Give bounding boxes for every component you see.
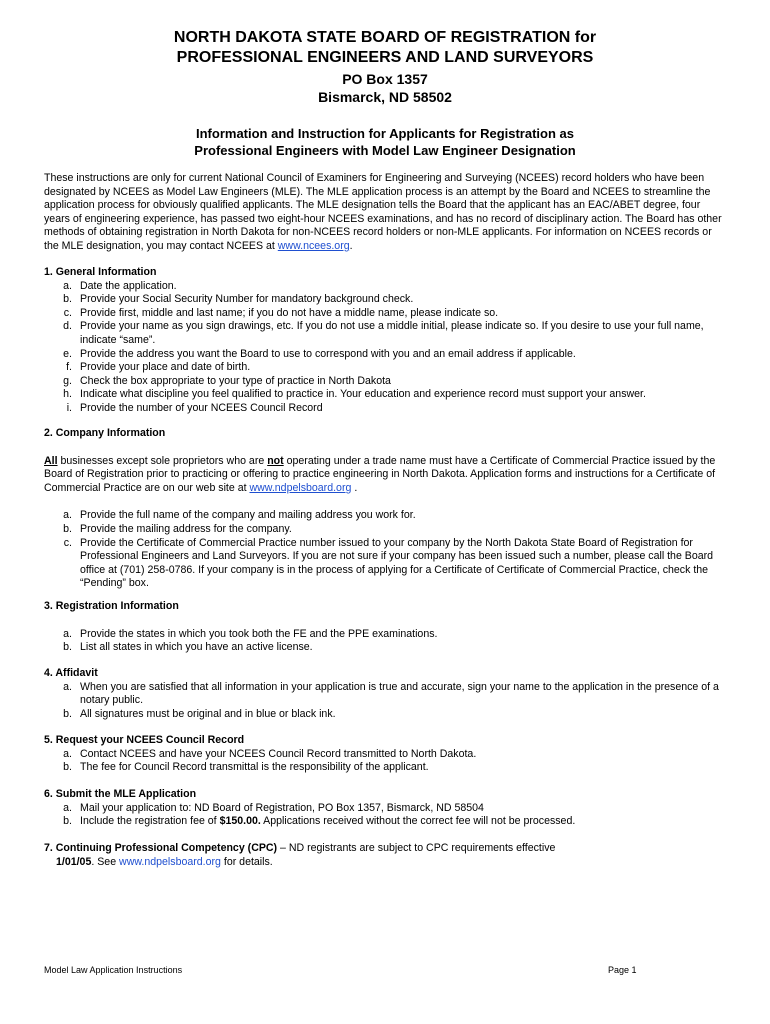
- section-cpc: 7. Continuing Professional Competency (CPC) – ND registrants are subject to CPC requirements effective 1/01/05. See www.ndpelsboard.org for details.: [44, 842, 556, 868]
- ndpelsboard-link-cpc[interactable]: www.ndpelsboard.org: [119, 855, 221, 868]
- section-heading: 2. Company Information: [44, 427, 166, 439]
- section-general-information: [44, 266, 726, 416]
- list-item: a. Mail your application to: ND Board of Registration, PO Box 1357, Bismarck, ND 58504: [63, 801, 484, 814]
- list-item: d. Provide your name as you sign drawings, etc. If you do not use a middle initial, please indicate so. If you desire to use your full name, indicate “same”.: [63, 320, 704, 346]
- section-heading: 3. Registration Information: [44, 600, 179, 612]
- list-item: b. Include the registration fee of $150.00. Applications received without the correct fee will not be processed.: [63, 815, 576, 828]
- list-item: a. Provide the states in which you took both the FE and the PPE examinations.: [63, 627, 438, 640]
- title-line-2: PROFESSIONAL ENGINEERS AND LAND SURVEYORS: [176, 49, 594, 66]
- ndpelsboard-link[interactable]: www.ndpelsboard.org: [249, 481, 352, 494]
- list-item: b. The fee for Council Record transmittal is the responsibility of the applicant.: [63, 761, 429, 774]
- footer-document-name: Model Law Application Instructions: [44, 965, 183, 975]
- document-subtitle: [0, 125, 770, 159]
- list-item: h. Indicate what discipline you feel qualified to practice in. Your education and experience record must support your answer.: [63, 388, 646, 401]
- list-item: c. Provide the Certificate of Commercial Practice number issued to your company by the North Dakota State Board of Registration for Professional Engineers and Land Surveyors. If you are not sure if your company has been issued such a number, please call the Board office at (701) 258-0786. If your company is in the process of applying for a Certificate of Certificate of Commercial Practice, check the “Pending” box.: [63, 536, 714, 590]
- section-heading: 5. Request your NCEES Council Record: [44, 734, 245, 746]
- list-item: b. List all states in which you have an active license.: [63, 641, 313, 654]
- list-item: a. Contact NCEES and have your NCEES Council Record transmitted to North Dakota.: [63, 747, 477, 760]
- ncees-link[interactable]: www.ncees.org: [277, 239, 350, 252]
- section-heading: 6. Submit the MLE Application: [44, 788, 197, 800]
- list-item: g. Check the box appropriate to your type of practice in North Dakota: [63, 374, 391, 387]
- section-heading: 1. General Information: [44, 266, 157, 278]
- list-item: b. Provide your Social Security Number for mandatory background check.: [63, 293, 414, 306]
- title-line-1: NORTH DAKOTA STATE BOARD OF REGISTRATION for: [173, 29, 597, 46]
- list-item: b. Provide the mailing address for the company.: [63, 522, 292, 535]
- intro-paragraph: These instructions are only for current National Council of Examiners for Engineering and Surveying (NCEES) record holders who have been designated by NCEES as Model Law Engineers (MLE). The MLE application process is an attempt by the Board and NCEES to streamline the application process for obviously qualified applicants. The MLE designation tells the Board that the applicant has an EAC/ABET degree, four years of engineering experience, has passed two eight-hour NCEES examinations, and has no record of disciplinary action. The Board has other methods of obtaining registration in North Dakota for non-NCEES record holders or non-MLE applicants. For information on NCEES records or the MLE designation, you may contact NCEES at www.ncees.org.: [44, 172, 722, 252]
- section-submit-application: [44, 788, 726, 829]
- commercial-practice-paragraph: All businesses except sole proprietors who are not operating under a trade name must have a Certificate of Commercial Practice issued by the Board of Registration prior to practicing or offering to practice engineering in North Dakota. Application forms and instructions for a Certificate of Commercial Practice are on our web site at www.ndpelsboard.org .: [44, 454, 716, 494]
- list-item: c. Provide first, middle and last name; if you do not have a middle name, please indicate so.: [63, 306, 499, 319]
- address-city: Bismarck, ND 58502: [318, 89, 452, 105]
- list-item: i. Provide the number of your NCEES Council Record: [66, 401, 323, 414]
- footer-page-number: Page 1: [608, 965, 637, 975]
- registration-fee: $150.00.: [219, 815, 261, 828]
- section-company-information: [44, 427, 726, 591]
- list-item: f. Provide your place and date of birth.: [66, 361, 251, 374]
- section-ncees-council-record: [44, 734, 726, 775]
- section-affidavit: [44, 667, 726, 721]
- list-item: a. Date the application.: [63, 279, 177, 292]
- list-item: b. All signatures must be original and in blue or black ink.: [63, 707, 336, 720]
- section-heading: 7. Continuing Professional Competency (CPC): [44, 842, 278, 854]
- board-address: [0, 70, 770, 106]
- section-registration-information: [44, 600, 726, 655]
- list-item: e. Provide the address you want the Board to use to correspond with you and an email address if applicable.: [63, 347, 576, 360]
- list-item: a. When you are satisfied that all information in your application is true and accurate, sign your name to the application in the presence of a notary public.: [63, 680, 719, 707]
- subtitle-line-2: Professional Engineers with Model Law Engineer Designation: [194, 143, 576, 158]
- subtitle-line-1: Information and Instruction for Applicants for Registration as: [196, 126, 574, 141]
- list-item: a. Provide the full name of the company and mailing address you work for.: [63, 509, 416, 522]
- cpc-effective-date: 1/01/05: [56, 855, 92, 868]
- address-po-box: PO Box 1357: [342, 71, 428, 87]
- section-heading: 4. Affidavit: [44, 667, 98, 679]
- board-title: [0, 28, 770, 68]
